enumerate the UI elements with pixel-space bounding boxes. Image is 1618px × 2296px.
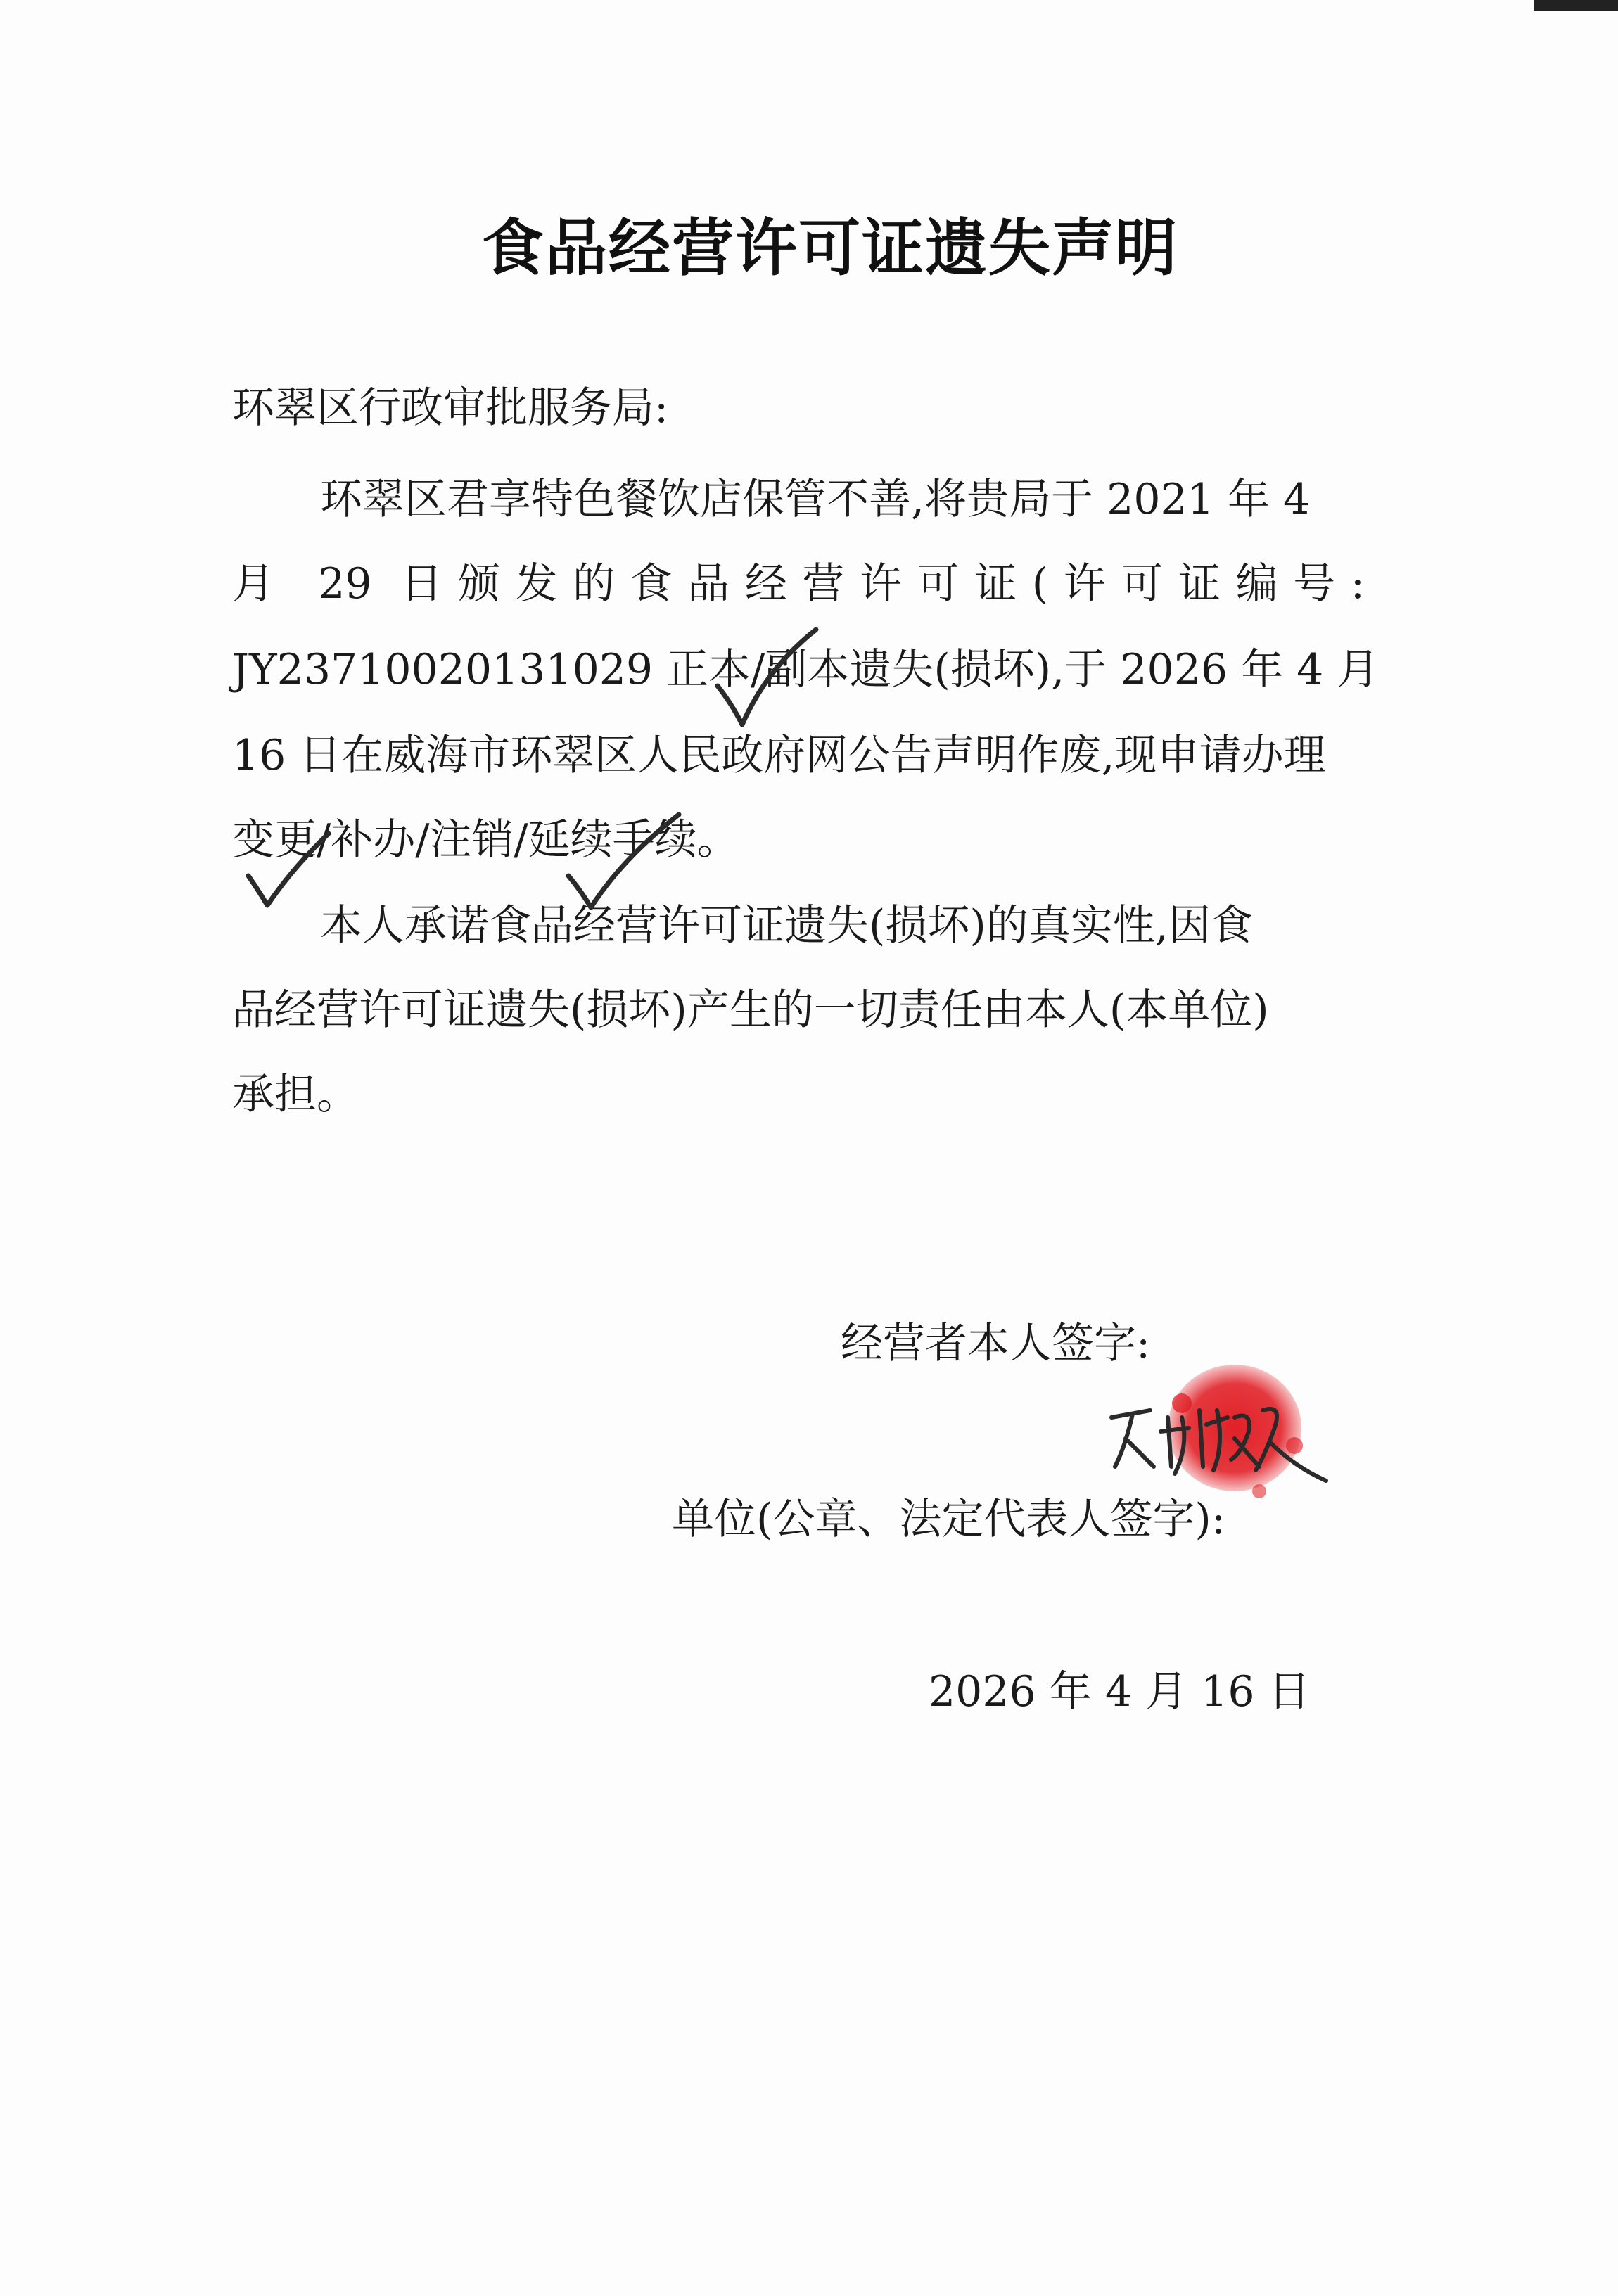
document-title: 食品经营许可证遗失声明: [481, 212, 1178, 284]
unit-seal-label: 单位(公章、法定代表人签字):: [672, 1495, 1226, 1544]
checkmark-icon: [243, 827, 334, 911]
body-line-5: 变更/补办/注销/延续手续。: [232, 815, 739, 865]
document-date: 2026 年 4 月 16 日: [929, 1667, 1311, 1716]
body-line-4: 16 日在威海市环翠区人民政府网公告声明作废,现申请办理: [232, 731, 1326, 780]
checkmark-icon: [563, 809, 682, 914]
body-line-7: 品经营许可证遗失(损坏)产生的一切责任由本人(本单位): [232, 986, 1269, 1035]
scan-edge-mark: [1534, 0, 1618, 11]
body-line-1: 环翠区君享特色餐饮店保管不善,将贵局于 2021 年 4: [320, 475, 1311, 524]
body-line-6: 本人承诺食品经营许可证遗失(损坏)的真实性,因食: [320, 901, 1253, 950]
addressee: 环翠区行政审批服务局:: [232, 383, 669, 433]
body-line-2: 月 29 日颁发的食品经营许可证(许可证编号:: [232, 559, 1365, 608]
signature-area: [1083, 1361, 1337, 1516]
handwritten-signature-icon: [1083, 1361, 1337, 1516]
checkmark-icon: [711, 619, 823, 732]
body-line-3: JY23710020131029 正本/副本遗失(损坏),于 2026 年 4 月: [232, 645, 1380, 694]
signature-label: 经营者本人签字:: [841, 1319, 1151, 1368]
body-line-8: 承担。: [232, 1070, 359, 1119]
